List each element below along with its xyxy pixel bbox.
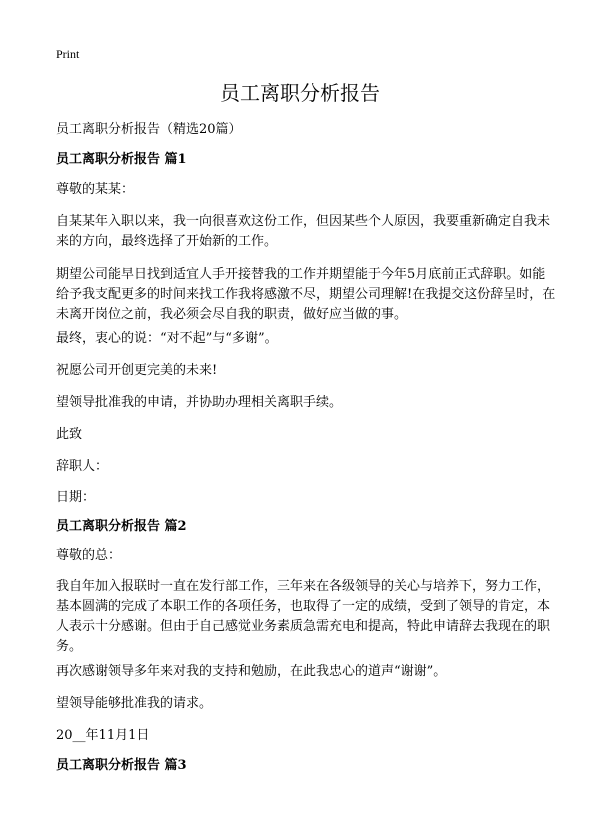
salutation-1: 尊敬的某某： [56, 182, 135, 197]
paragraph: 期望公司能早日找到适宜人手开接替我的工作并期望能于今年5月底前正式辞职。如能给予我支配更多的时间来找工作我将感激不尽，期望公司理解!在我提交这份辞呈时，在未离开岗位之前，我必须会尽自我的职责，做好应当做的事。 [56, 267, 556, 322]
paragraph: 我自年加入报联时一直在发行部工作，三年来在各级领导的关心与培养下，努力工作，基本圆满的完成了本职工作的各项任务，也取得了一定的成绩，受到了领导的肯定，本人表示十分感谢。但由于自己感觉业务素质急需充电和提高，特此申请辞去我现在的职务。 [56, 579, 551, 654]
page-title: 员工离职分析报告 [220, 81, 380, 105]
section-heading-2: 员工离职分析报告 篇2 [56, 519, 187, 534]
paragraph: 祝愿公司开创更完美的未来! [56, 363, 218, 378]
document-subtitle: 员工离职分析报告（精选20篇） [56, 122, 242, 137]
paragraph: 望领导批准我的申请，并协助办理相关离职手续。 [56, 395, 343, 410]
section-heading-1: 员工离职分析报告 篇1 [56, 152, 187, 167]
date-line: 日期： [56, 490, 96, 505]
paragraph: 再次感谢领导多年来对我的支持和勉励，在此我忠心的道声“谢谢”。 [56, 664, 447, 679]
salutation-2: 尊敬的总： [56, 548, 122, 563]
print-label: Print [56, 47, 80, 61]
paragraph: 最终，衷心的说：“对不起”与“多谢”。 [56, 331, 278, 346]
date-line: 20__年11月1日 [56, 728, 150, 743]
section-heading-3: 员工离职分析报告 篇3 [56, 758, 187, 773]
paragraph: 望领导能够批准我的请求。 [56, 696, 213, 711]
signature-line: 辞职人： [56, 459, 109, 474]
closing-line: 此致 [56, 427, 83, 442]
paragraph: 自某某年入职以来，我一向很喜欢这份工作，但因某些个人原因，我要重新确定自我未来的方向，最终选择了开始新的工作。 [56, 214, 551, 249]
